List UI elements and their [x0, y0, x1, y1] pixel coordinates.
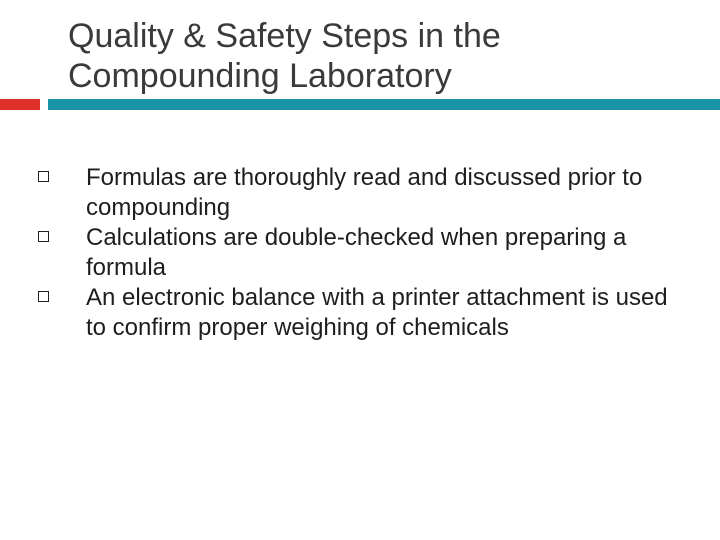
list-item	[38, 163, 678, 223]
bullet-text: Formulas are thoroughly read and discussed prior to compounding	[86, 164, 643, 221]
slide-title: Quality & Safety Steps in the Compounding Laboratory	[68, 17, 501, 95]
bullet-list	[38, 163, 678, 343]
square-bullet-icon	[38, 291, 49, 302]
title-accent-bar	[0, 99, 40, 110]
bullet-text: Calculations are double-checked when preparing a formula	[86, 224, 627, 281]
title-divider-bar	[48, 99, 720, 110]
square-bullet-icon	[38, 171, 49, 182]
list-item	[38, 283, 678, 343]
bullet-text: An electronic balance with a printer attachment is used to confirm proper weighing of chemicals	[86, 284, 668, 341]
square-bullet-icon	[38, 231, 49, 242]
list-item	[38, 223, 678, 283]
